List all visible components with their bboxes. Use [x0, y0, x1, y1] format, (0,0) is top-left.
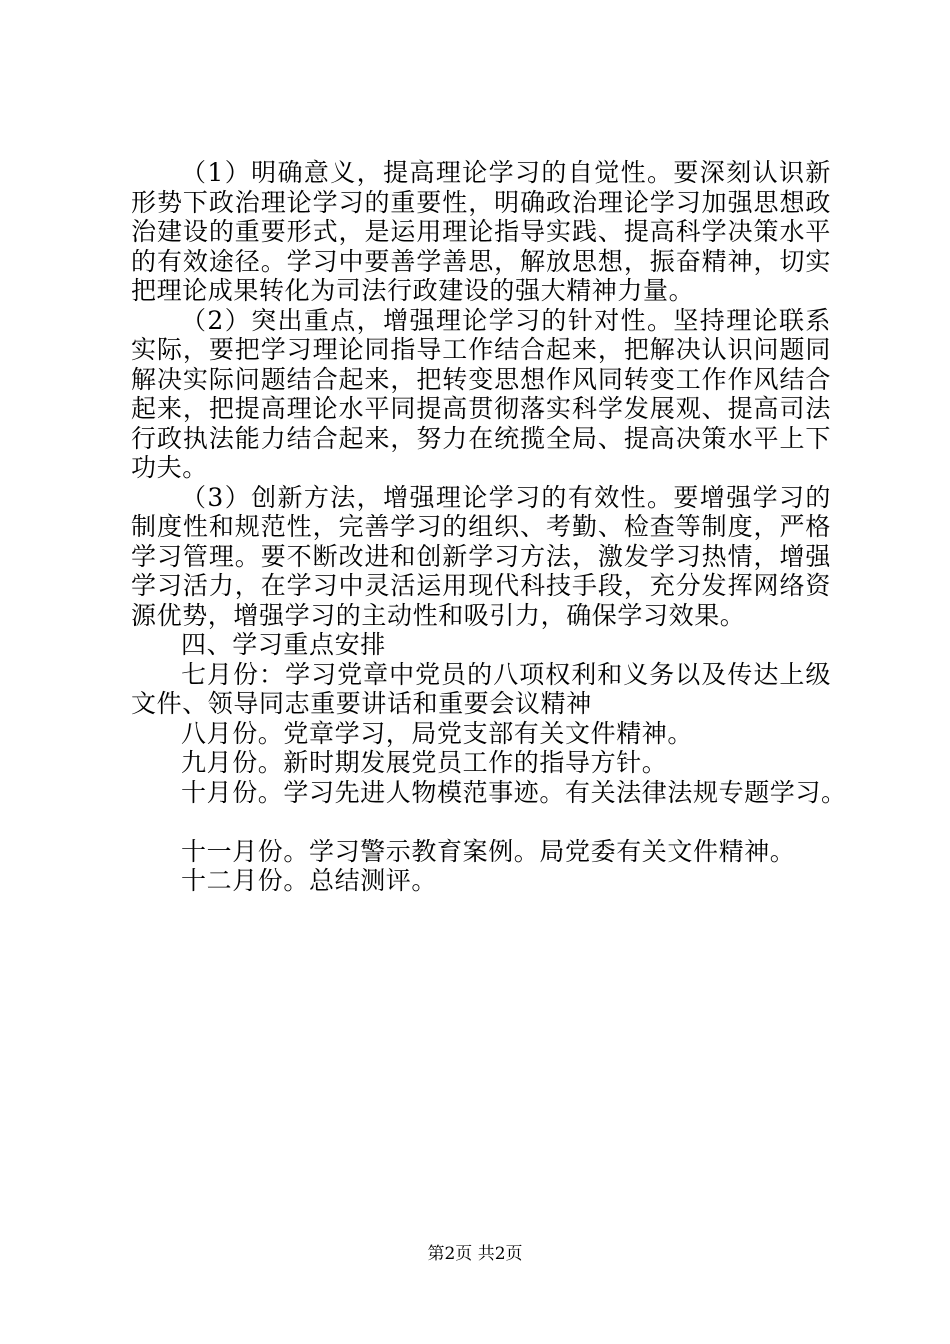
schedule-item-september: 九月份。新时期发展党员工作的指导方针。 [181, 748, 668, 777]
schedule-item-october: 十月份。学习先进人物模范事迹。有关法律法规专题学习。 [181, 777, 847, 807]
section-heading: 四、学习重点安排 [181, 630, 386, 659]
document-body [131, 158, 847, 896]
page-number-footer: 第2页 共2页 [427, 1244, 523, 1264]
schedule-item-november: 十一月份。学习警示教育案例。局党委有关文件精神。 [181, 836, 796, 866]
paragraph-method: （3）创新方法，增强理论学习的有效性。要增强学习的制度性和规范性，完善学习的组织、考勤、检查等制度，严格学习管理。要不断改进和创新学习方法，激发学习热情，增强学习活力，在学习中灵活运用现代科技手段，充分发挥网络资源优势，增强学习的主动性和吸引力，确保学习效果。 [131, 482, 831, 630]
schedule-item-august: 八月份。党章学习，局党支部有关文件精神。 [181, 718, 694, 748]
schedule-item-july: 七月份：学习党章中党员的八项权利和义务以及传达上级文件、领导同志重要讲话和重要会议精神 [131, 659, 831, 718]
paragraph-focus: （2）突出重点，增强理论学习的针对性。坚持理论联系实际，要把学习理论同指导工作结合起来，把解决认识问题同解决实际问题结合起来，把转变思想作风同转变工作作风结合起来，把提高理论水平同提高贯彻落实科学发展观、提高司法行政执法能力结合起来，努力在统揽全局、提高决策水平上下功夫。 [131, 305, 831, 482]
paragraph-meaning: （1）明确意义，提高理论学习的自觉性。要深刻认识新形势下政治理论学习的重要性，明确政治理论学习加强思想政治建设的重要形式，是运用理论指导实践、提高科学决策水平的有效途径。学习中要善学善思，解放思想，振奋精神，切实把理论成果转化为司法行政建设的强大精神力量。 [131, 158, 831, 305]
schedule-item-december: 十二月份。总结测评。 [181, 866, 438, 895]
blank-line [131, 807, 831, 837]
